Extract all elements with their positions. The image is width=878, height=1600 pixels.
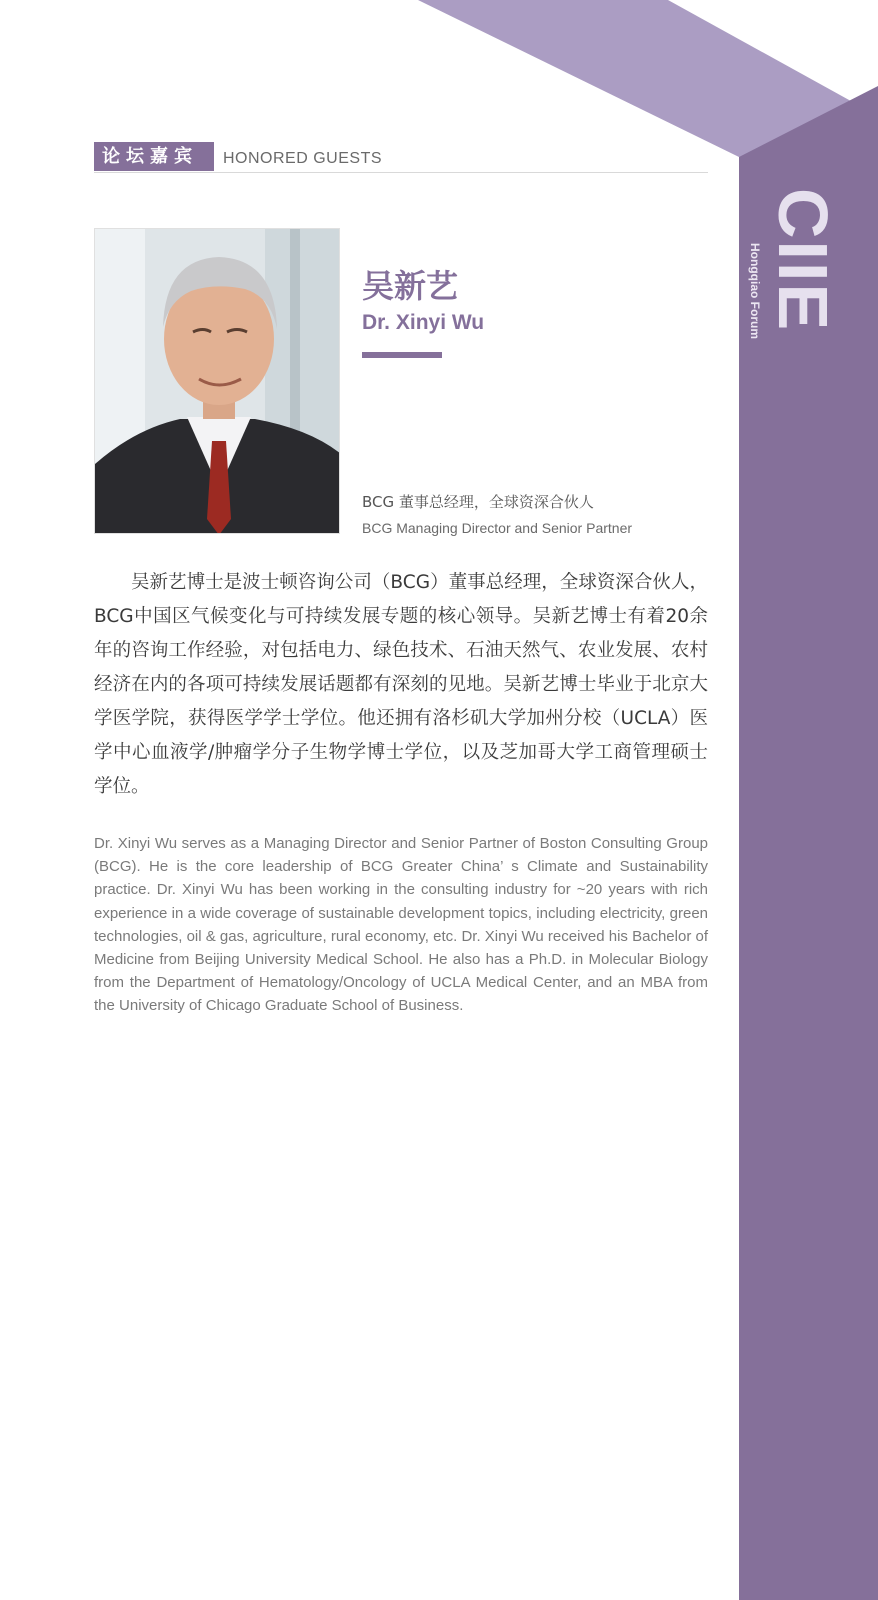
- guest-name-cn: 吴新艺: [362, 267, 459, 305]
- bio-english: Dr. Xinyi Wu serves as a Managing Director and Senior Partner of Boston Consulting Group (BCG). He is the core leadership of BCG Greater China’ s Climate and Sustainability practice. Dr. Xinyi Wu has been working in the consulting industry for ~20 years with rich experience in a wide coverage of sustainable development topics, including electricity, green technologies, oil & gas, agriculture, rural economy, etc. Dr. Xinyi Wu received his Bachelor of Medicine from Beijing University Medical School. He also has a Ph.D. in Molecular Biology from the Department of Hematology/Oncology of UCLA Medical Center, and an MBA from the University of Chicago Graduate School of Business.: [94, 835, 708, 1015]
- ciie-logo: CIIE: [764, 188, 842, 333]
- guest-position-en: BCG Managing Director and Senior Partner: [362, 520, 633, 536]
- guest-position-cn: BCG 董事总经理，全球资深合伙人: [362, 493, 594, 511]
- section-title-en: HONORED GUESTS: [223, 150, 383, 167]
- section-title-cn: 论坛嘉宾: [94, 142, 214, 171]
- portrait-icon: [95, 229, 340, 534]
- guest-name-en: Dr. Xinyi Wu: [362, 311, 485, 334]
- logo-subtitle: Hongqiao Forum: [748, 243, 762, 339]
- guest-photo: [94, 228, 340, 534]
- name-underline: [362, 352, 442, 358]
- section-header: [94, 142, 708, 173]
- bio-chinese: 吴新艺博士是波士顿咨询公司（BCG）董事总经理，全球资深合伙人，BCG中国区气候变化与可持续发展专题的核心领导。吴新艺博士有着20余年的咨询工作经验，对包括电力、绿色技术、石油天然气、农业发展、农村经济在内的各项可持续发展话题都有深刻的见地。吴新艺博士毕业于北京大学医学院，获得医学学士学位。他还拥有洛杉矶大学加州分校（UCLA）医学中心血液学/肿瘤学分子生物学博士学位，以及芝加哥大学工商管理硕士学位。: [94, 572, 708, 797]
